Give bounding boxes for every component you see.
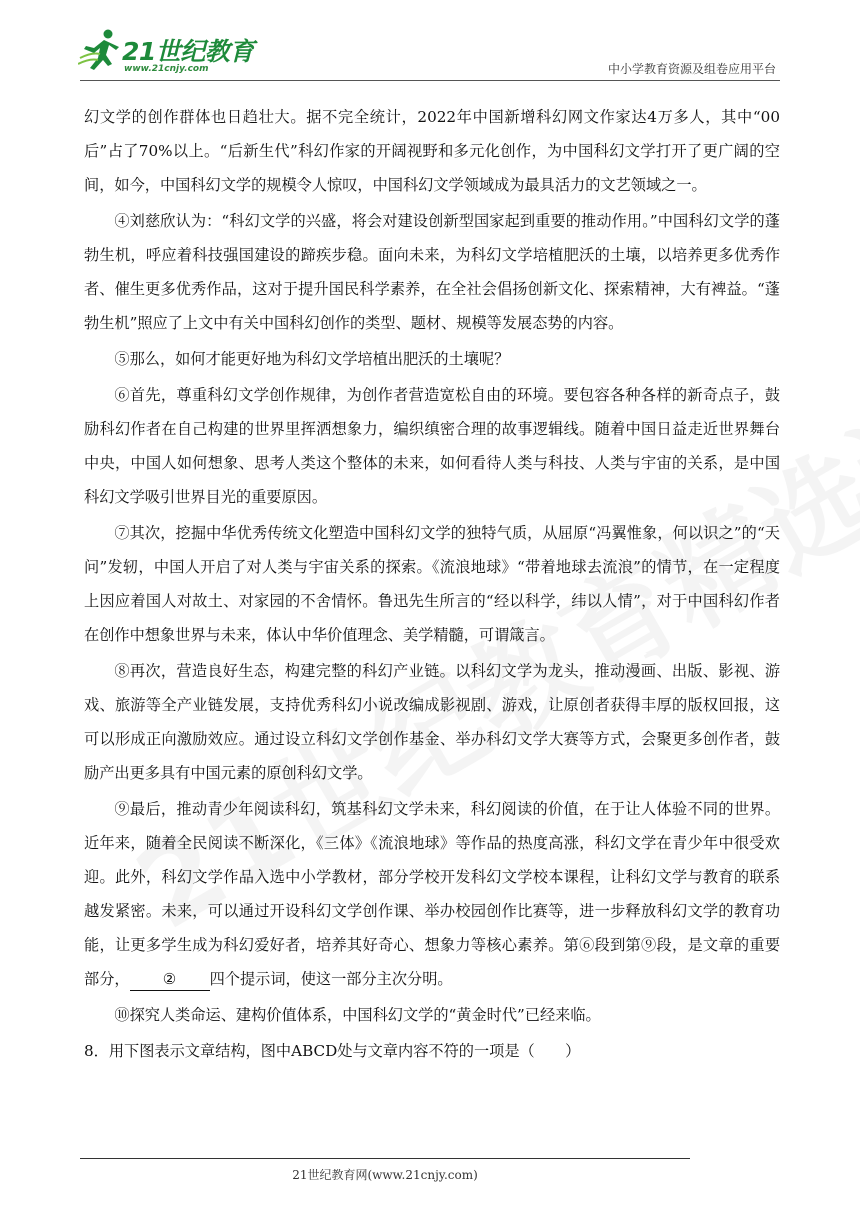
paragraph-5: ⑤那么，如何才能更好地为科幻文学培植出肥沃的土壤呢？ xyxy=(114,350,510,368)
paragraph-7: ⑦其次，挖掘中华优秀传统文化塑造中国科幻文学的独特气质，从屈原“冯翼惟象，何以识之”的“天问”发轫，中国人开启了对人类与宇宙关系的探索。《流浪地球》“带着地球去流浪”的情节，在一定程度上因应着国人对故土、对家园的不舍情怀。鲁迅先生所言的“经以科学，纬以人情”，对于中国科幻作者在创作中想象世界与未来，体认中华价值理念、美学精髓，可谓箴言。 xyxy=(84,524,780,644)
page-footer: 21世纪教育网(www.21cnjy.com) xyxy=(292,1168,478,1182)
paragraph-9-text: ⑨最后，推动青少年阅读科幻，筑基科幻文学未来，科幻阅读的价值，在于让人体验不同的世界。近年来，随着全民阅读不断深化，《三体》《流浪地球》等作品的热度高涨，科幻文学在青少年中很受欢迎。此外，科幻文学作品入选中小学教材，部分学校开发科幻文学校本课程，让科幻文学与教育的联系越发紧密。未来，可以通过开设科幻文学创作课、举办校园创作比赛等，进一步释放科幻文学的教育功能，让更多学生成为科幻爱好者，培养其好奇心、想象力等核心素养。第⑥段到第⑨段，是文章的重要部分， xyxy=(84,800,780,988)
paragraph-continued: 幻文学的创作群体也日趋壮大。据不完全统计，2022年中国新增科幻网文作家达4万多人，其中“00后”占了70%以上。“后新生代”科幻作家的开阔视野和多元化创作，为中国科幻文学打开了更广阔的空间，如今，中国科幻文学的规模令人惊叹，中国科幻文学领域成为最具活力的文艺领域之一。 xyxy=(84,108,780,194)
fill-blank: ② xyxy=(130,968,210,991)
paragraph-9 xyxy=(84,792,780,996)
header-divider xyxy=(80,80,780,81)
paragraph-8: ⑧再次，营造良好生态，构建完整的科幻产业链。以科幻文学为龙头，推动漫画、出版、影视、游戏、旅游等全产业链发展，支持优秀科幻小说改编成影视剧、游戏，让原创者获得丰厚的版权回报，这可以形成正向激励效应。通过设立科幻文学创作基金、举办科幻文学大赛等方式，会聚更多创作者，鼓励产出更多具有中国元素的原创科幻文学。 xyxy=(84,662,780,782)
paragraph-6: ⑥首先，尊重科幻文学创作规律，为创作者营造宽松自由的环境。要包容各种各样的新奇点子，鼓励科幻作者在自己构建的世界里挥洒想象力，编织缜密合理的故事逻辑线。随着中国日益走近世界舞台中央，中国人如何想象、思考人类这个整体的未来，如何看待人类与科技、人类与宇宙的关系，是中国科幻文学吸引世界目光的重要原因。 xyxy=(84,386,780,506)
logo-text: 21世纪教育 xyxy=(122,37,254,66)
footer-divider xyxy=(80,1158,690,1159)
platform-name: 中小学教育资源及组卷应用平台 xyxy=(607,62,776,76)
logo xyxy=(78,28,254,82)
logo-url: www.21cnjy.com xyxy=(124,64,209,74)
paragraph-9-tail: 四个提示词，使这一部分主次分明。 xyxy=(209,970,453,988)
page-header xyxy=(0,0,860,88)
paragraph-10: ⑩探究人类命运、建构价值体系，中国科幻文学的“黄金时代”已经来临。 xyxy=(114,1006,601,1024)
paragraph-4: ④刘慈欣认为：“科幻文学的兴盛，将会对建设创新型国家起到重要的推动作用。”中国科幻文学的蓬勃生机，呼应着科技强国建设的蹄疾步稳。面向未来，为科幻文学培植肥沃的土壤，以培养更多优秀作者、催生更多优秀作品，这对于提升国民科学素养，在全社会倡扬创新文化、探索精神，大有裨益。“蓬勃生机”照应了上文中有关中国科幻创作的类型、题材、规模等发展态势的内容。 xyxy=(84,212,780,332)
runner-logo-icon xyxy=(78,28,124,72)
article-body xyxy=(84,100,780,1070)
question-8: 8．用下图表示文章结构，图中ABCD处与文章内容不符的一项是（ ） xyxy=(84,1042,581,1060)
